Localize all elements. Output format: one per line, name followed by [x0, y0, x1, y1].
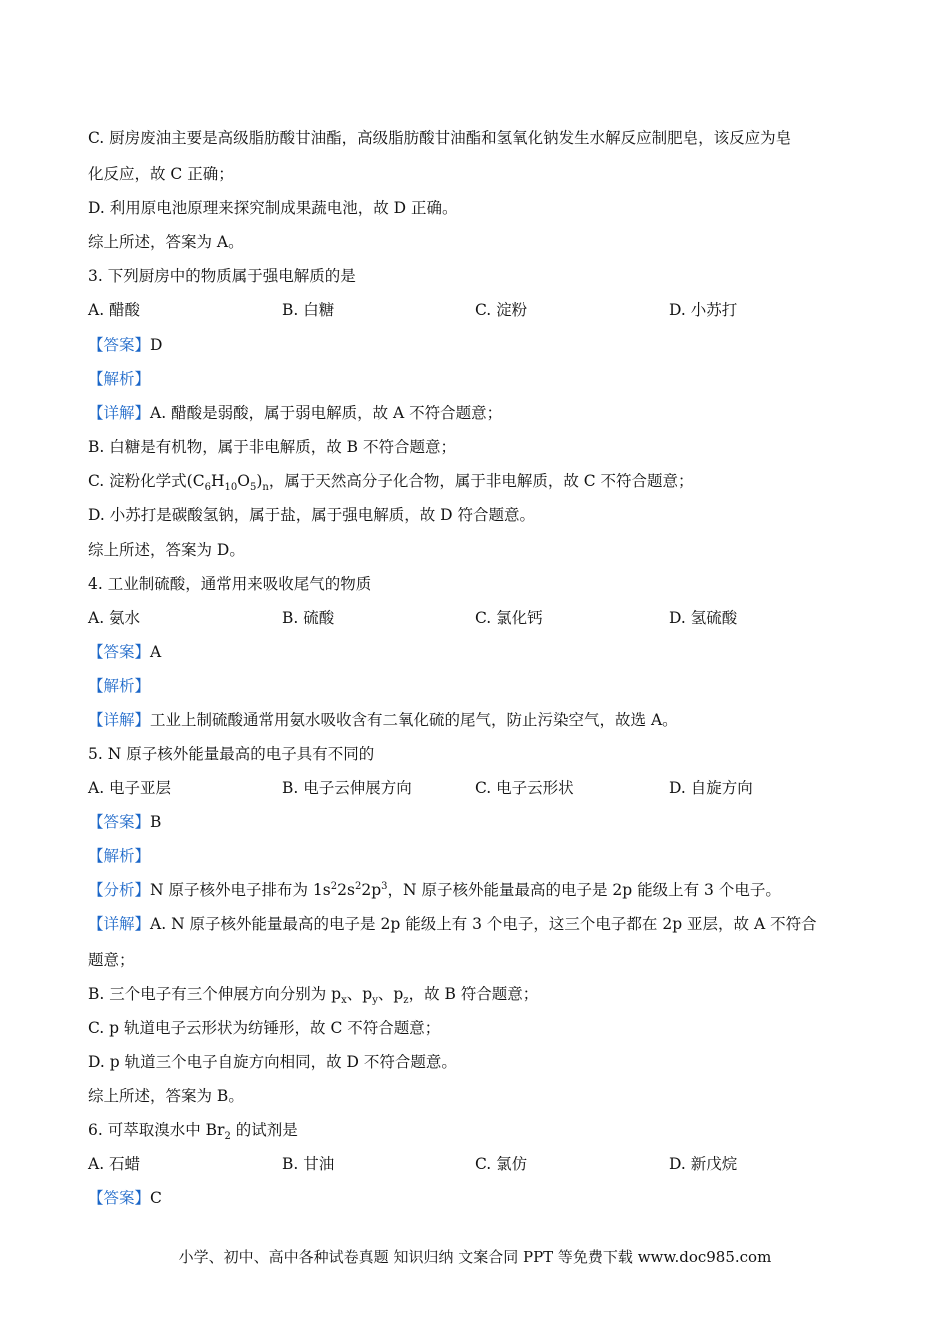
detail-line: [88, 710, 678, 730]
detail-tag: 【详解】: [88, 711, 151, 729]
option-c: C. 淀粉: [475, 301, 528, 319]
subscript: 5: [249, 482, 257, 494]
text-line: 综上所述，答案为 A。: [88, 233, 244, 251]
text: ，N 原子核外能量最高的电子是 2p 能级上有 3 个电子。: [387, 881, 781, 899]
superscript: 2: [330, 880, 338, 892]
text: N 原子核外电子排布为 1s: [150, 881, 331, 899]
answer-tag: 【答案】: [88, 643, 151, 661]
option-b: B. 电子云伸展方向: [282, 779, 412, 797]
detail-line: [88, 403, 502, 423]
question-5: 5. N 原子核外能量最高的电子具有不同的: [88, 745, 375, 763]
question-4: 4. 工业制硫酸，通常用来吸收尾气的物质: [88, 575, 372, 593]
question-3: 3. 下列厨房中的物质属于强电解质的是: [88, 267, 356, 285]
subscript: 6: [204, 482, 211, 494]
answer-line: [88, 335, 162, 355]
detail-line: C. p 轨道电子云形状为纺锤形，故 C 不符合题意；: [88, 1019, 441, 1037]
option-d: D. 自旋方向: [669, 779, 753, 797]
text-line: C. 厨房废油主要是高级脂肪酸甘油酯，高级脂肪酸甘油酯和氢氧化钠发生水解反应制肥皂，该反应为皂: [88, 129, 792, 147]
page-footer: 小学、初中、高中各种试卷真题 知识归纳 文案合同 PPT 等免费下载 www.doc985.com: [178, 1248, 772, 1266]
detail-tag: 【详解】: [88, 404, 151, 422]
answer-value: C: [150, 1189, 162, 1207]
detail-line: [88, 471, 694, 494]
detail-line: 题意；: [88, 951, 135, 969]
analysis-subtag: 【分析】: [88, 881, 151, 899]
detail-line: D. p 轨道三个电子自旋方向相同，故 D 不符合题意。: [88, 1053, 457, 1071]
option-a: A. 石蜡: [88, 1155, 141, 1173]
detail-line: B. 白糖是有机物，属于非电解质，故 B 不符合题意；: [88, 438, 456, 456]
text: 、p: [346, 985, 373, 1003]
detail-tag: 【详解】: [88, 915, 151, 933]
text: 、p: [377, 985, 404, 1003]
detail-text: A. N 原子核外能量最高的电子是 2p 能级上有 3 个电子，这三个电子都在 2p 亚层，故 A 不符合: [150, 915, 817, 933]
option-a: A. 醋酸: [88, 301, 141, 319]
text: ，属于天然高分子化合物，属于非电解质，故 C 不符合题意；: [268, 472, 694, 490]
superscript: 3: [381, 880, 388, 892]
option-a: A. 氨水: [88, 609, 141, 627]
option-d: D. 氢硫酸: [669, 609, 738, 627]
subscript: z: [403, 995, 409, 1007]
answer-tag: 【答案】: [88, 813, 151, 831]
option-c: C. 电子云形状: [475, 779, 574, 797]
subscript: 10: [224, 482, 238, 494]
analysis-tag: 【解析】: [88, 847, 151, 865]
question-6: [88, 1120, 298, 1143]
text: B. 三个电子有三个伸展方向分别为 p: [88, 985, 342, 1003]
subscript: x: [341, 995, 347, 1007]
analysis-tag: 【解析】: [88, 370, 151, 388]
text: ): [256, 472, 263, 490]
answer-line: [88, 812, 161, 832]
answer-value: A: [150, 643, 162, 661]
answer-value: B: [150, 813, 162, 831]
answer-tag: 【答案】: [88, 336, 151, 354]
text: ，故 B 符合题意；: [408, 985, 539, 1003]
text: 6. 可萃取溴水中 Br: [88, 1121, 225, 1139]
option-d: D. 小苏打: [669, 301, 738, 319]
detail-text: 工业上制硫酸通常用氨水吸收含有二氧化硫的尾气，防止污染空气，故选 A。: [150, 711, 678, 729]
option-b: B. 白糖: [282, 301, 335, 319]
text: 的试剂是: [230, 1121, 298, 1139]
superscript: 2: [354, 880, 362, 892]
detail-line: [88, 984, 539, 1007]
option-b: B. 甘油: [282, 1155, 335, 1173]
text-line: 化反应，故 C 正确；: [88, 165, 234, 183]
summary-line: 综上所述，答案为 D。: [88, 541, 245, 559]
text-line: D. 利用原电池原理来探究制成果蔬电池，故 D 正确。: [88, 199, 458, 217]
answer-value: D: [150, 336, 163, 354]
subscript: n: [262, 482, 269, 494]
text: H: [210, 472, 225, 490]
answer-tag: 【答案】: [88, 1189, 151, 1207]
option-c: C. 氯化钙: [475, 609, 543, 627]
analysis-tag: 【解析】: [88, 677, 151, 695]
analysis-line: [88, 880, 781, 900]
text: C. 淀粉化学式(C: [88, 472, 205, 490]
option-b: B. 硫酸: [282, 609, 335, 627]
summary-line: 综上所述，答案为 B。: [88, 1087, 244, 1105]
detail-text: A. 醋酸是弱酸，属于弱电解质，故 A 不符合题意；: [150, 404, 503, 422]
text: 2s: [337, 881, 355, 899]
text: 2p: [361, 881, 382, 899]
subscript: 2: [224, 1131, 231, 1143]
option-c: C. 氯仿: [475, 1155, 528, 1173]
text: O: [237, 472, 250, 490]
answer-line: [88, 1188, 162, 1208]
subscript: y: [372, 995, 378, 1007]
detail-line: [88, 914, 817, 934]
option-d: D. 新戊烷: [669, 1155, 738, 1173]
option-a: A. 电子亚层: [88, 779, 172, 797]
detail-line: D. 小苏打是碳酸氢钠，属于盐，属于强电解质，故 D 符合题意。: [88, 506, 536, 524]
answer-line: [88, 642, 161, 662]
